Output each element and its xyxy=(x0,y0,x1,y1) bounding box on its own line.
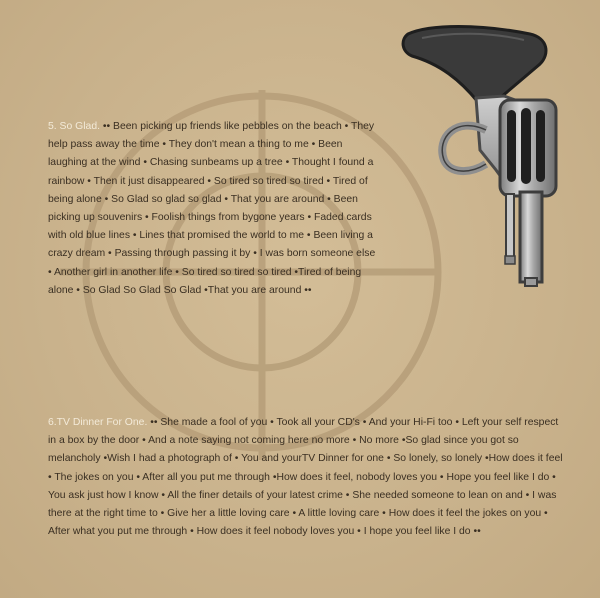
revolver-ejector-rod xyxy=(506,194,514,258)
song-title: 5. So Glad. xyxy=(48,121,100,132)
revolver-barrel xyxy=(520,192,542,282)
song-lyrics: •• Been picking up friends like pebbles on the beach • They help pass away the time • They don't mean a thing to me • Been laughing at the wind • Chasing sunbeams up a tree • Thought I found a rainbow • Then it just disappeared • So tired so tired so tired • Tired of being alone • So Glad so glad so glad • That you are around • Been picking up souvenirs • Foolish things from bygone years • Faded cards with old blue lines • Lines that promised the world to me • Been living a crazy dream • Passing through passing it by • I was born someone else • Another girl in another life • So tired so tired so tired •Tired of being alone • So Glad So Glad So Glad •That you are around •• xyxy=(48,121,376,296)
song-5-lyrics-block xyxy=(48,118,378,300)
song-title: 6.TV Dinner For One. xyxy=(48,417,148,428)
revolver-illustration xyxy=(400,20,560,290)
song-6-lyrics-block xyxy=(48,414,568,541)
song-lyrics: •• She made a fool of you • Took all your CD's • And your Hi-Fi too • Left your self respect in a box by the door • And a note saying not coming here no more • No more •So glad since you got so melancholy •Wish I had a photograph of • You and yourTV Dinner for one • So lonely, so lonely •How does it feel • The jokes on you • After all you put me through •How does it feel, nobody loves you • Hope you feel like I do • You ask just how I know • All the finer details of your latest crime • She needed someone to lean on and • I was there at the right time to • Give her a little loving care • A little loving care • How does it feel the jokes on you • After what you put me through • How does it feel nobody loves you • I hope you feel like I do •• xyxy=(48,417,563,538)
